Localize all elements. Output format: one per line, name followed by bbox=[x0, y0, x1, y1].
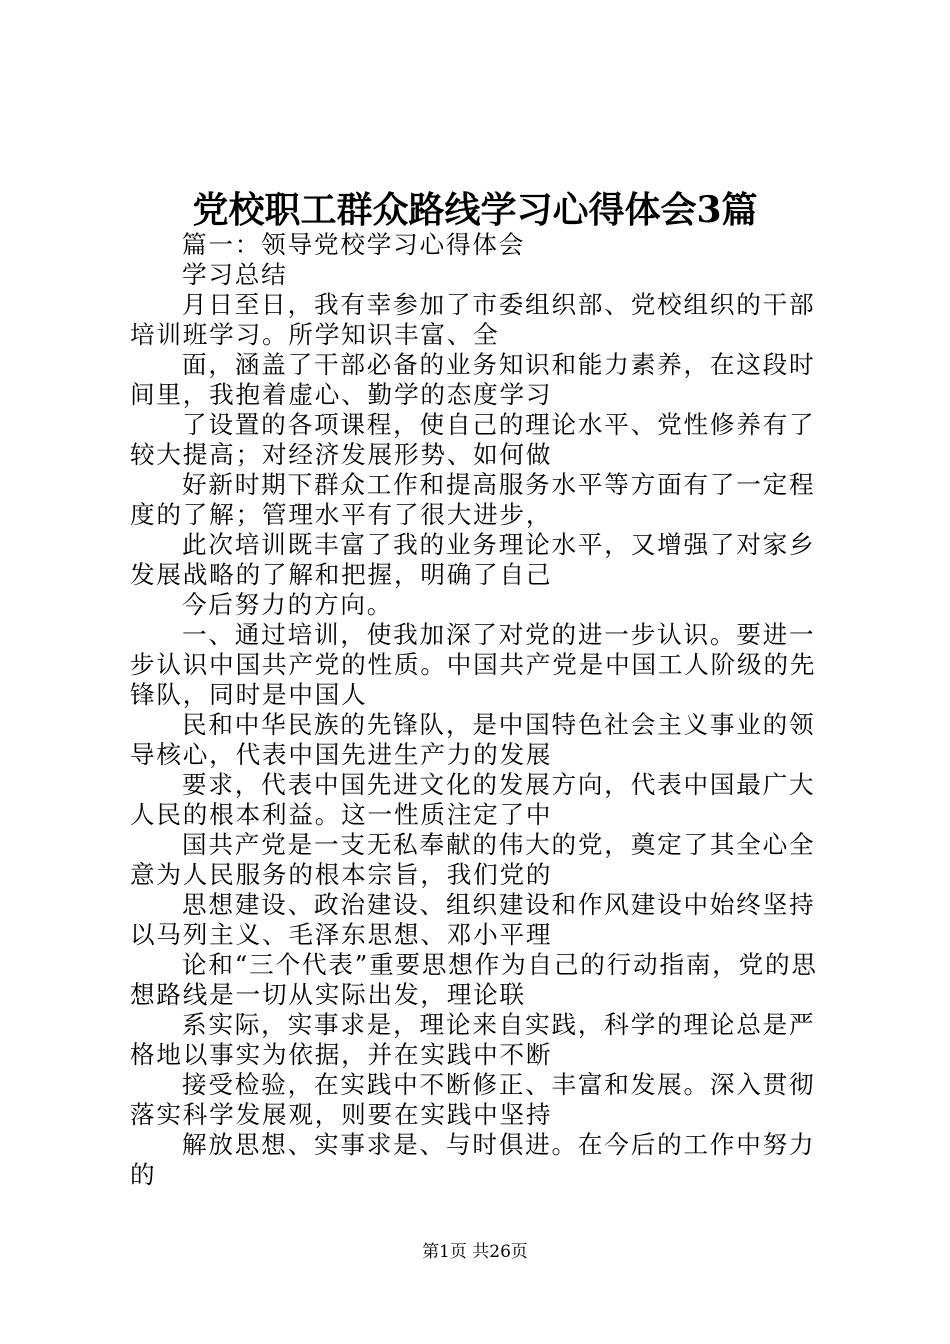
paragraph: 面，涵盖了干部必备的业务知识和能力素养，在这段时间里，我抱着虚心、勤学的态度学习 bbox=[130, 350, 816, 409]
paragraph: 解放思想、实事求是、与时俱进。在今后的工作中努力的 bbox=[130, 1130, 816, 1189]
document-title: 党校职工群众路线学习心得体会3篇 bbox=[192, 189, 758, 231]
paragraph: 好新时期下群众工作和提高服务水平等方面有了一定程度的了解；管理水平有了很大进步， bbox=[130, 470, 816, 529]
document-body bbox=[130, 230, 830, 1190]
paragraph: 篇一：领导党校学习心得体会 bbox=[182, 230, 526, 259]
paragraph: 此次培训既丰富了我的业务理论水平，又增强了对家乡发展战略的了解和把握，明确了自己 bbox=[130, 530, 816, 589]
paragraph: 学习总结 bbox=[182, 260, 288, 289]
paragraph: 系实际，实事求是，理论来自实践，科学的理论总是严格地以事实为依据，并在实践中不断 bbox=[130, 1010, 816, 1069]
paragraph: 民和中华民族的先锋队，是中国特色社会主义事业的领导核心，代表中国先进生产力的发展 bbox=[130, 710, 816, 769]
paragraph: 思想建设、政治建设、组织建设和作风建设中始终坚持以马列主义、毛泽东思想、邓小平理 bbox=[130, 890, 816, 949]
paragraph: 接受检验，在实践中不断修正、丰富和发展。深入贯彻落实科学发展观，则要在实践中坚持 bbox=[130, 1070, 816, 1129]
paragraph: 月日至日，我有幸参加了市委组织部、党校组织的干部培训班学习。所学知识丰富、全 bbox=[130, 290, 816, 349]
paragraph: 论和“三个代表”重要思想作为自己的行动指南，党的思想路线是一切从实际出发，理论联 bbox=[130, 950, 818, 1009]
paragraph: 国共产党是一支无私奉献的伟大的党，奠定了其全心全意为人民服务的根本宗旨，我们党的 bbox=[130, 830, 816, 889]
paragraph: 了设置的各项课程，使自己的理论水平、党性修养有了较大提高；对经济发展形势、如何做 bbox=[130, 410, 816, 469]
paragraph: 要求，代表中国先进文化的发展方向，代表中国最广大人民的根本利益。这一性质注定了中 bbox=[130, 770, 816, 829]
paragraph: 今后努力的方向。 bbox=[182, 590, 394, 619]
paragraph: 一、通过培训，使我加深了对党的进一步认识。要进一步认识中国共产党的性质。中国共产党是中国工人阶级的先锋队，同时是中国人 bbox=[130, 620, 817, 709]
page-footer: 第1页 共26页 bbox=[422, 1242, 528, 1262]
